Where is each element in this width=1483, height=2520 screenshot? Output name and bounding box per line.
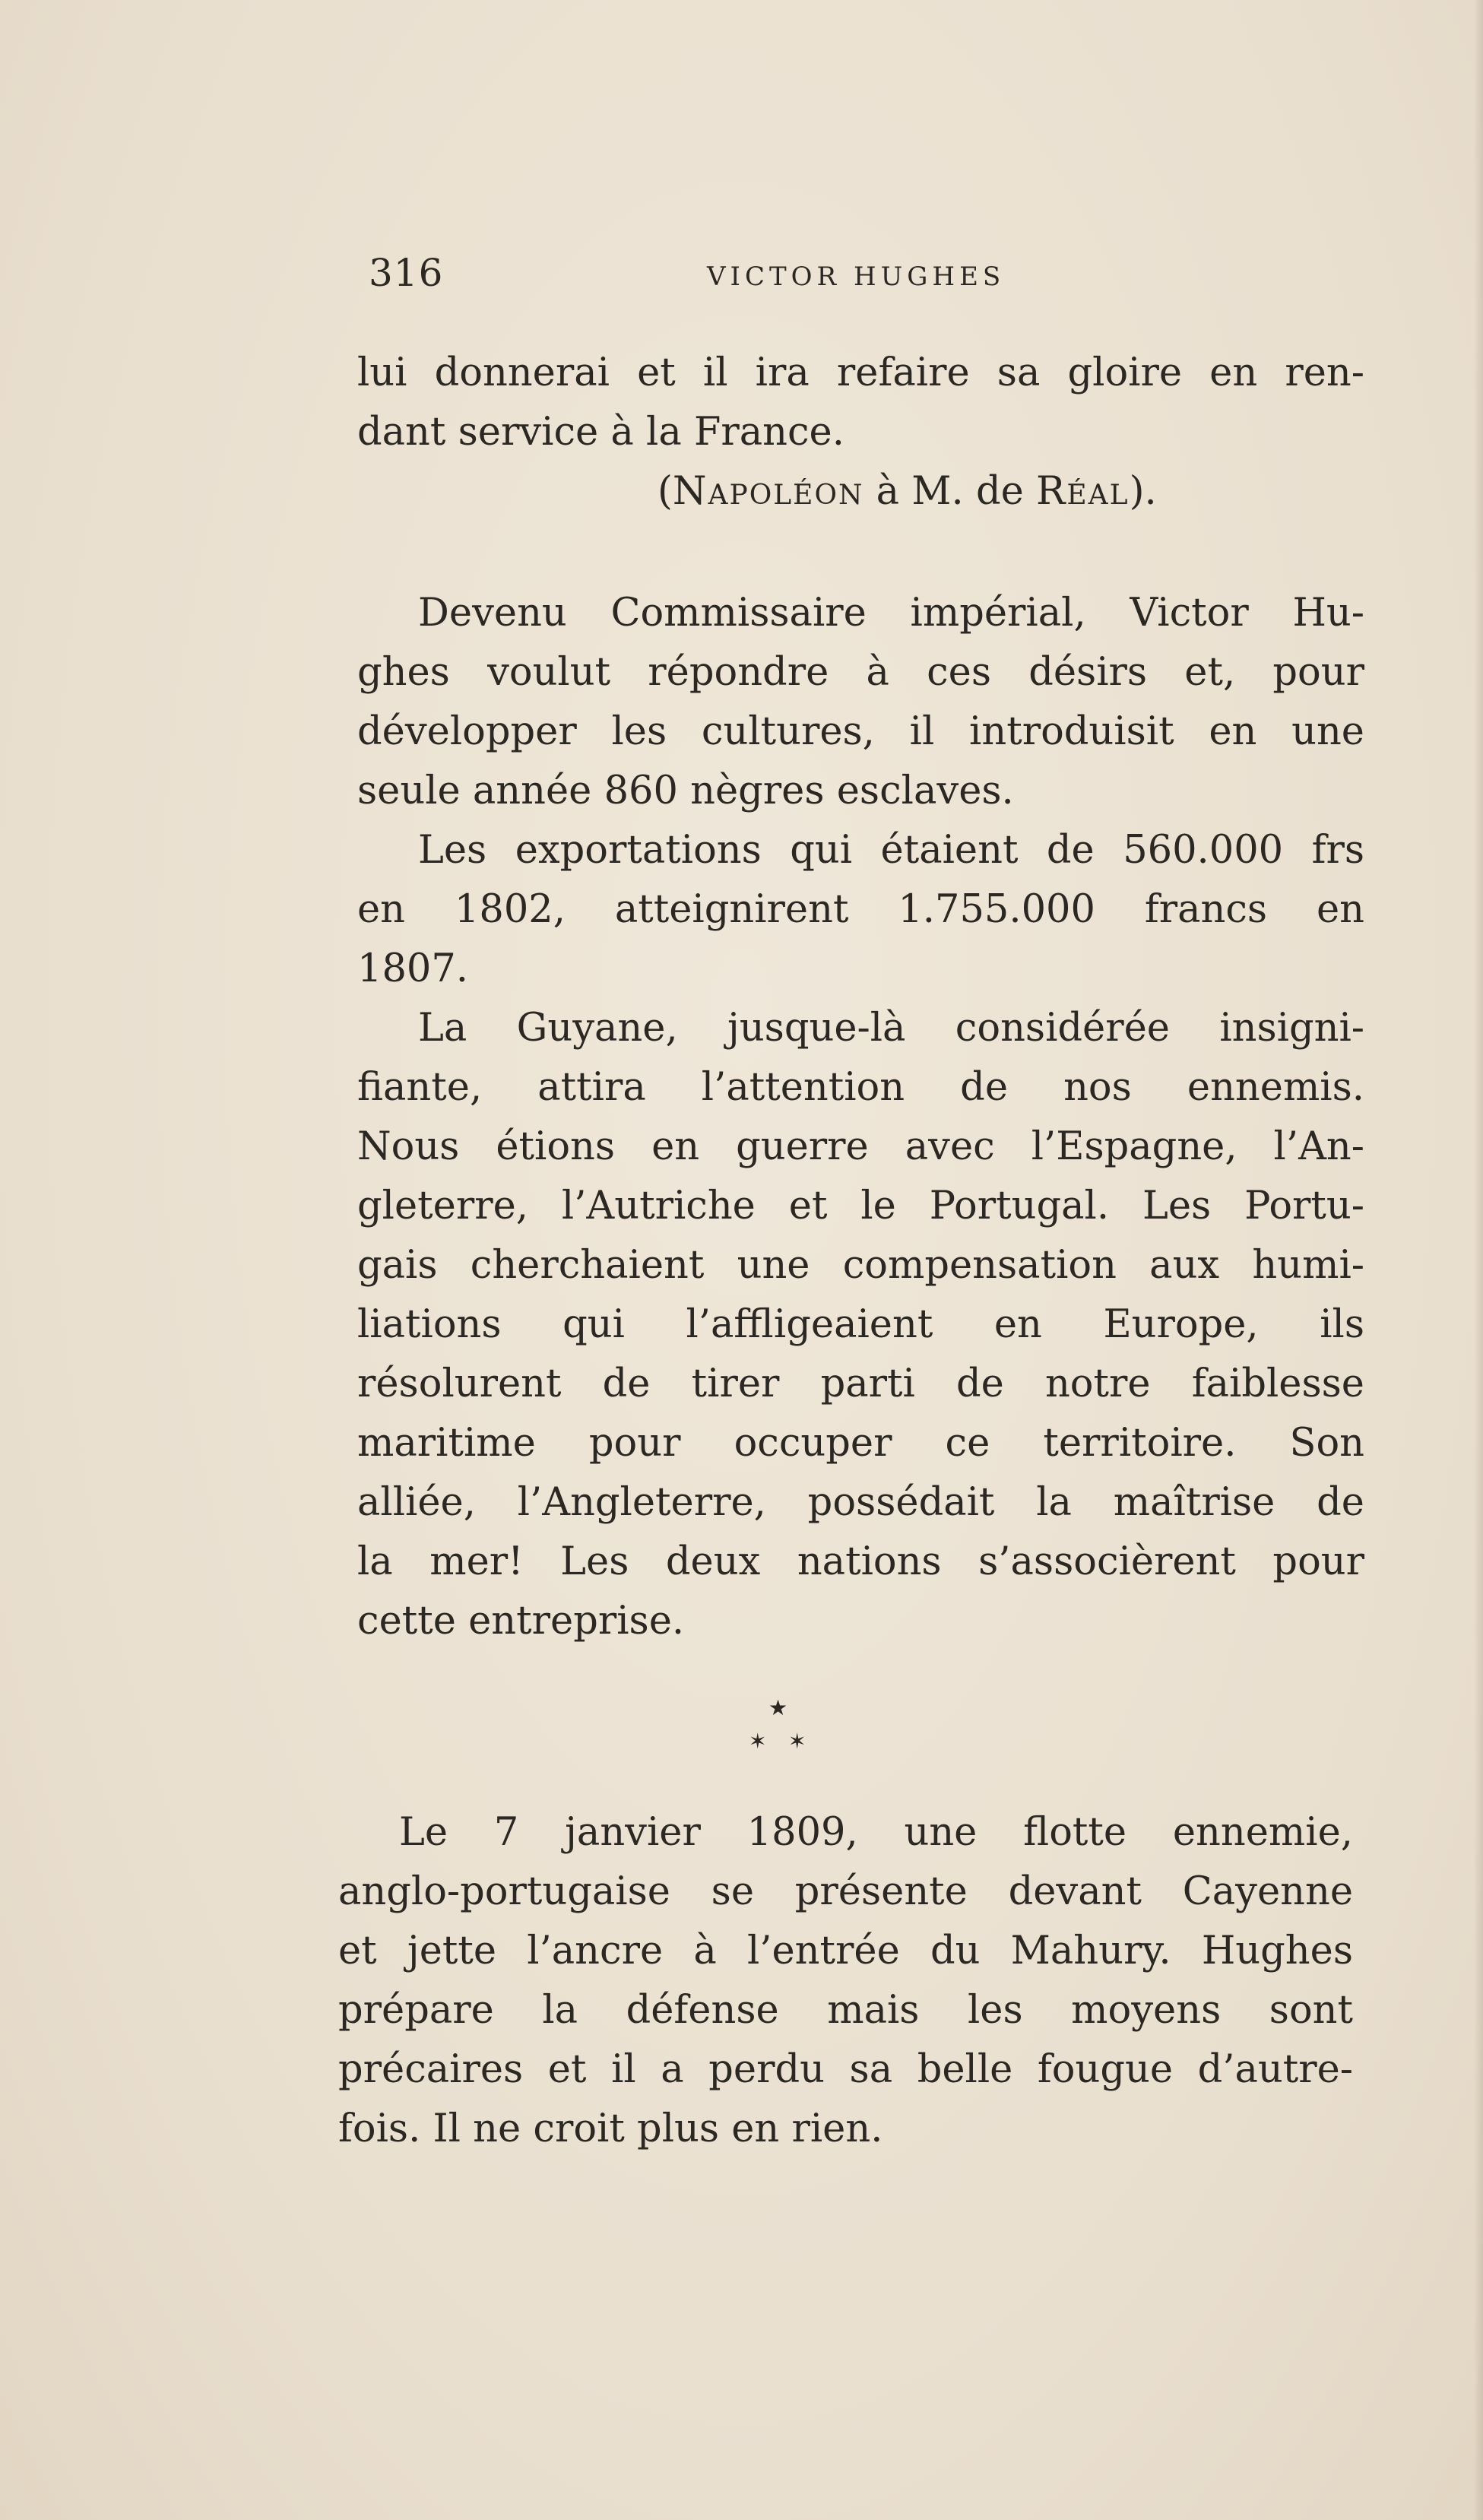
paragraph-line: gleterre, l’Autriche et le Portugal. Les Portu- xyxy=(357,1184,1364,1228)
paragraph-line: fois. Il ne croit plus en rien. xyxy=(338,2106,883,2151)
paragraph xyxy=(357,999,1364,1651)
paragraph-line: maritime pour occuper ce territoire. Son xyxy=(357,1421,1364,1466)
paragraph-line: développer les cultures, il introduisit en une xyxy=(357,709,1364,754)
paragraph-line: ghes voulut répondre à ces désirs et, pour xyxy=(357,650,1364,695)
quote-attribution xyxy=(357,462,1364,521)
paragraph-line: liations qui l’affligeaient en Europe, ils xyxy=(357,1302,1364,1347)
body-text xyxy=(357,584,1364,1651)
paragraph-line: Le 7 janvier 1809, une flotte ennemie, xyxy=(399,1810,1353,1855)
attribution-open: ( xyxy=(658,469,673,514)
final-paragraph xyxy=(338,1803,1353,2159)
paragraph-line: et jette l’ancre à l’entrée du Mahury. Hughes xyxy=(338,1929,1353,1973)
paragraph-line: cette entreprise. xyxy=(357,1599,685,1644)
section-break-asterism xyxy=(749,1695,810,1764)
paragraph-line: Les exportations qui étaient de 560.000 frs xyxy=(418,828,1364,873)
paragraph xyxy=(357,584,1364,821)
paragraph-line: prépare la défense mais les moyens sont xyxy=(338,1988,1353,2033)
asterism-star-icon: ✶ xyxy=(788,1729,806,1754)
paragraph-line: gais cherchaient une compensation aux humi- xyxy=(357,1243,1364,1288)
asterism-star-icon: ★ xyxy=(768,1695,788,1720)
attribution-close: ). xyxy=(1129,469,1157,514)
paragraph-line: en 1802, atteignirent 1.755.000 francs en xyxy=(357,887,1364,932)
paragraph-line: seule année 860 nègres esclaves. xyxy=(357,769,1014,813)
quote-block xyxy=(357,344,1364,521)
running-title: VICTOR HUGHES xyxy=(707,262,1006,292)
paragraph-line: 1807. xyxy=(357,946,469,991)
attribution-author: Napoléon xyxy=(672,469,864,514)
paragraph-line: Devenu Commissaire impérial, Victor Hu- xyxy=(418,591,1364,636)
paragraph xyxy=(357,821,1364,999)
page-edge-shadow xyxy=(1474,0,1483,2520)
paragraph-line: résolurent de tirer parti de notre faiblesse xyxy=(357,1361,1364,1406)
paragraph-line: fiante, attira l’attention de nos ennemis. xyxy=(357,1065,1364,1110)
running-head xyxy=(369,251,1068,304)
paragraph-line: Nous étions en guerre avec l’Espagne, l’An- xyxy=(357,1124,1364,1169)
page-number: 316 xyxy=(369,251,444,295)
asterism-star-icon: ✶ xyxy=(749,1729,767,1754)
paragraph-line: alliée, l’Angleterre, possédait la maîtrise de xyxy=(357,1480,1364,1525)
paragraph-line: anglo-portugaise se présente devant Cayenne xyxy=(338,1869,1353,1914)
paragraph-line: précaires et il a perdu sa belle fougue d’autre- xyxy=(338,2047,1353,2092)
attribution-middle: à M. de xyxy=(863,469,1036,514)
quote-line: lui donnerai et il ira refaire sa gloire en ren- xyxy=(357,350,1364,395)
paragraph-line: La Guyane, jusque-là considérée insigni- xyxy=(418,1006,1364,1051)
attribution-recipient: Réal xyxy=(1035,469,1130,514)
quote-line: dant service à la France. xyxy=(357,410,844,455)
paragraph-line: la mer! Les deux nations s’associèrent pour xyxy=(357,1539,1364,1584)
